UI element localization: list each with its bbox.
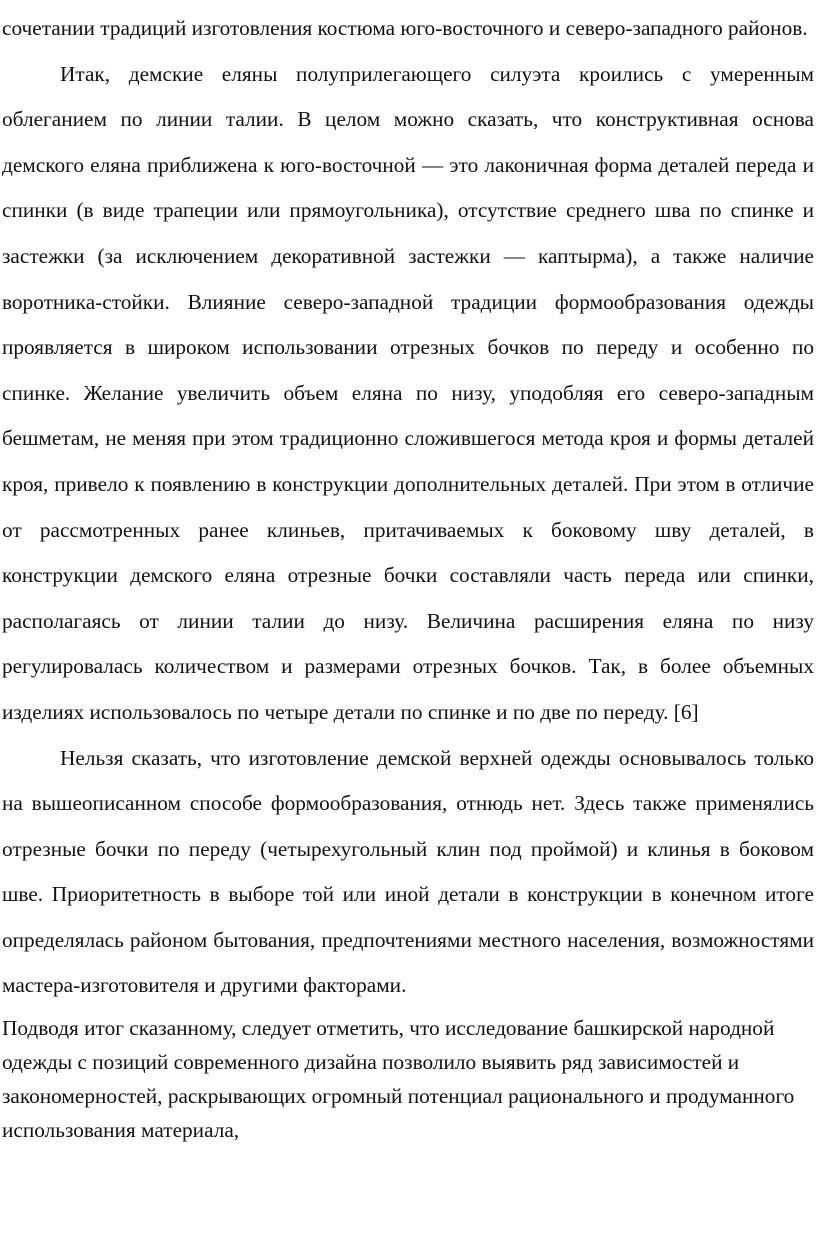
- paragraph-continuation: сочетании традиций изготовления костюма юго-восточного и северо-западного районов.: [2, 16, 808, 40]
- paragraph-construction-details: Итак, демские еляны полуприлегающего силуэта кроились с умеренным облеганием по линии талии. В целом можно сказать, что конструктивная основа демского еляна приближена к юго-восточной — это лаконичная форма деталей переда и спинки (в виде трапеции или прямоугольника), отсутствие среднего шва по спинке и застежки (за исключением декоративной застежки — каптырма), а также наличие воротника-стойки. Влияние северо-западной традиции формообразования одежды проявляется в широком использовании отрезных бочков по переду и особенно по спинке. Желание увеличить объем еляна по низу, уподобляя его северо-западным бешметам, не меняя при этом традиционно сложившегося метода кроя и формы деталей кроя, привело к появлению в конструкции дополнительных деталей. При этом в отличие от рассмотренных ранее клиньев, притачиваемых к боковому шву деталей, в конструкции демского еляна отрезные бочки составляли часть переда или спинки, располагаясь от линии талии до низу. Величина расширения еляна по низу регулировалась количеством и размерами отрезных бочков. Так, в более объемных изделиях использовалось по четыре детали по спинке и по две по переду. [6]: [2, 61, 814, 724]
- paragraph-conclusion: Подводя итог сказанному, следует отметить, что исследование башкирской народной одежды с позиций современного дизайна позволило выявить ряд зависимостей и закономерностей, раскрывающих огромный потенциал рационального и продуманного использования материала,: [2, 1016, 795, 1143]
- paragraph-formation-methods: Нельзя сказать, что изготовление демской верхней одежды основывалось только на вышеописанном способе формообразования, отнюдь нет. Здесь также применялись отрезные бочки по переду (четырехугольный клин под проймой) и клинья в боковом шве. Приоритетность в выборе той или иной детали в конструкции в конечном итоге определялась районом бытования, предпочтениями местного населения, возможностями мастера-изготовителя и другими факторами.: [2, 745, 814, 998]
